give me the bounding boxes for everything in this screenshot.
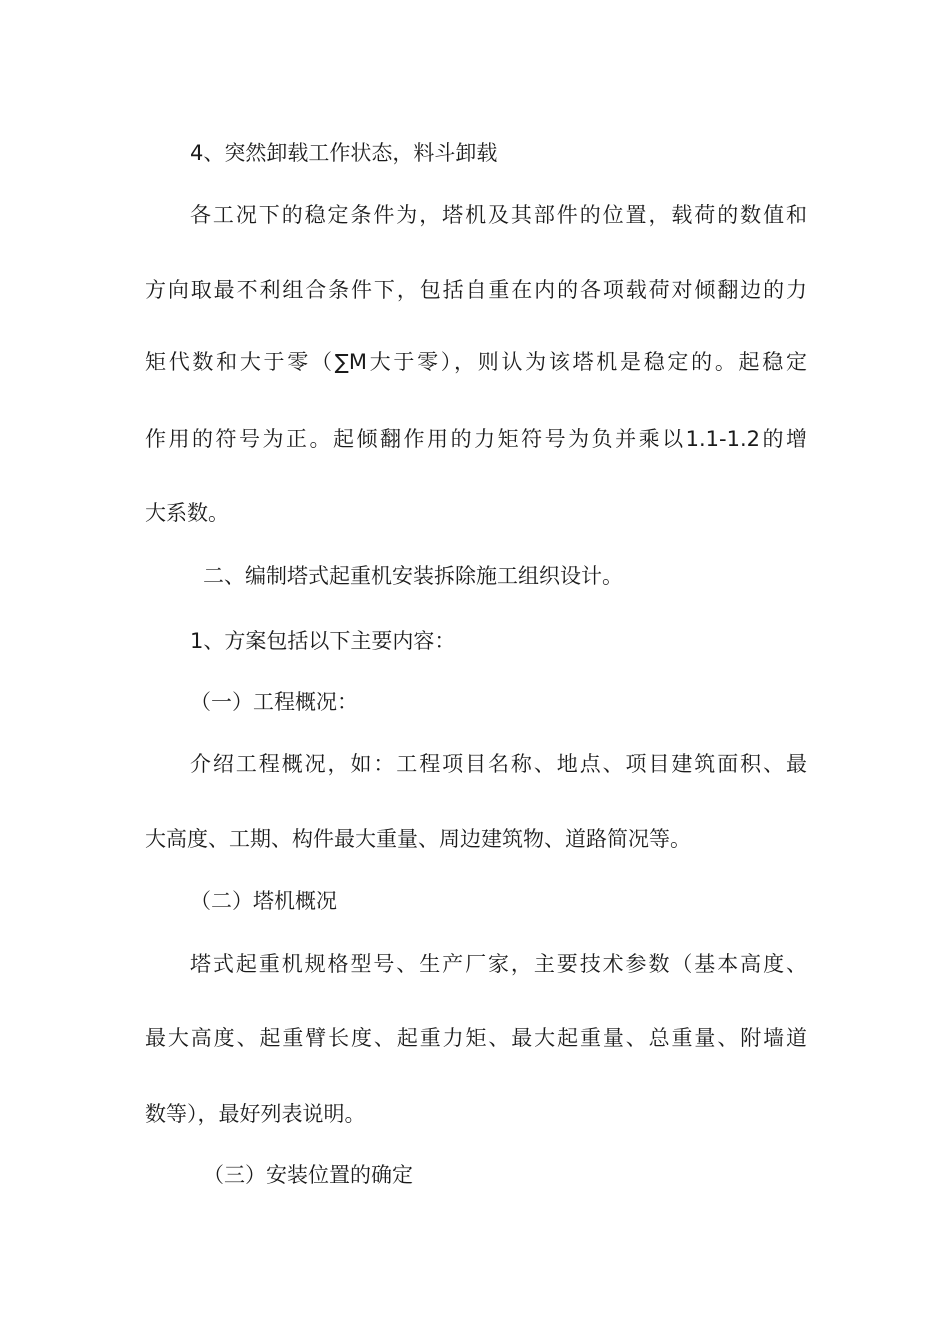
paragraph-line: 塔式起重机规格型号、生产厂家，主要技术参数（基本高度、 bbox=[190, 952, 807, 976]
paragraph-line: 数等），最好列表说明。 bbox=[145, 1102, 366, 1126]
paragraph-line: 方向取最不利组合条件下，包括自重在内的各项载荷对倾翻边的力 bbox=[145, 278, 807, 302]
section-heading: 二、编制塔式起重机安装拆除施工组织设计。 bbox=[203, 564, 623, 588]
paragraph-line: 介绍工程概况，如：工程项目名称、地点、项目建筑面积、最 bbox=[190, 752, 807, 776]
subsection-heading: （三）安装位置的确定 bbox=[203, 1163, 413, 1187]
paragraph-line: 最大高度、起重臂长度、起重力矩、最大起重量、总重量、附墙道 bbox=[145, 1026, 807, 1050]
paragraph-line: 各工况下的稳定条件为，塔机及其部件的位置，载荷的数值和 bbox=[190, 203, 807, 227]
paragraph-line: 作用的符号为正。起倾翻作用的力矩符号为负并乘以1.1-1.2的增 bbox=[145, 427, 807, 451]
subsection-heading: 1、方案包括以下主要内容： bbox=[190, 629, 456, 653]
subsection-heading: （一）工程概况： bbox=[190, 690, 358, 714]
subsection-heading: （二）塔机概况 bbox=[190, 889, 337, 913]
list-item-unloading-state: 4、突然卸载工作状态，料斗卸载 bbox=[190, 141, 498, 165]
paragraph-line: 矩代数和大于零（∑M大于零），则认为该塔机是稳定的。起稳定 bbox=[145, 350, 807, 374]
paragraph-line: 大高度、工期、构件最大重量、周边建筑物、道路简况等。 bbox=[145, 827, 691, 851]
paragraph-line: 大系数。 bbox=[145, 501, 229, 525]
